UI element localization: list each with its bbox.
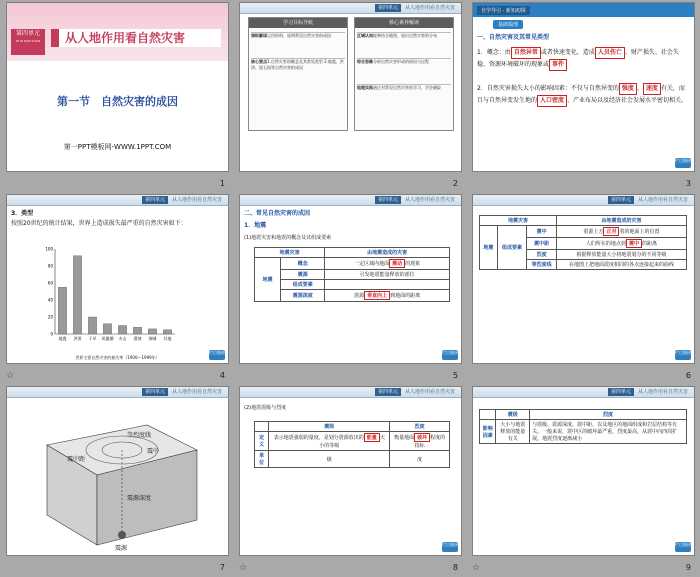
y-tick-label: 40 — [47, 297, 53, 303]
slide-header — [7, 195, 228, 206]
influence-factors-table: 震级 烈度 影响因素 大小与地震释放的能量有关 与震级、震源深度、震中距，以及地区的地面组成和岩层结构等有关。一般来说，震中区的破坏最严重，烈度最高，从震中向四周扩展，地震烈度逐渐减小 — [479, 409, 687, 444]
x-tick-label: 风暴潮 — [101, 336, 114, 341]
header-unit: 第四单元 — [142, 196, 168, 204]
magnitude-intensity-table: 震级 烈度 定义 表示地震强弱的量度，是划分震源放出的 能量 大小的等级 衡量地面 破坏 程度的指标 单位 级 度 — [254, 421, 450, 468]
unit-title: 从人地作用看自然灾害 — [51, 29, 221, 47]
chart-bar — [58, 287, 66, 334]
header-title: 从人地作用看自然灾害 — [404, 197, 455, 203]
answer-fill: 自然异常 — [511, 47, 541, 59]
chart-bars — [58, 256, 171, 334]
goal-row: 课标解读运用资料，说明常见自然灾害的成因 — [251, 32, 345, 39]
literacy-box — [354, 17, 454, 131]
slide-thumb-7[interactable] — [6, 386, 229, 556]
answer-fill: 事件 — [549, 59, 567, 71]
x-tick-label: 滑坡 — [133, 336, 142, 341]
slide-star-icon[interactable]: ☆ — [472, 563, 481, 573]
back-link-button[interactable]: 栏目链接 — [442, 350, 458, 360]
diagram-label: 等烈度线 — [127, 432, 152, 439]
slide-header — [240, 387, 461, 398]
section-title: 第一节 自然灾害的成因 — [57, 95, 178, 108]
slide-number: 8 — [452, 563, 458, 572]
paragraph-1: 1．概念：由 自然异常 或者快速变化，造成 人员伤亡 、财产损失、社会失稳、资源环境破坏的现象或 事件 — [477, 47, 690, 71]
slide-cell-4[interactable] — [0, 192, 233, 384]
x-tick-label: 洪涝 — [73, 336, 82, 341]
answer-fill: 速度 — [643, 83, 661, 95]
unit-badge-pinyin: DI SI DAN YUAN — [16, 39, 40, 43]
y-tick-label: 100 — [45, 246, 53, 252]
slide-header — [473, 387, 694, 398]
diagram-label: 震源 — [115, 545, 128, 552]
section-tag: 自学导引 · 新知初探 — [477, 6, 530, 15]
diagram-label: 震源深度 — [127, 495, 152, 502]
chart-bar — [88, 317, 96, 334]
answer-fill: 人员伤亡 — [595, 47, 625, 59]
paragraph-2: 2．自然灾害损失大小的影响因素：不仅与自然异变的 强度 、 速度 有关，而且与自然异变发生地的 人口密度 、产业布局以及经济社会发展水平密切相关。 — [477, 83, 690, 107]
slide-star-icon[interactable]: ☆ — [6, 371, 15, 381]
header-unit: 第四单元 — [375, 4, 401, 12]
chart-bar — [73, 256, 81, 334]
earthquake-elements-table: 地震灾害 由地震造成的灾害 地震 组成要素 震中 震源上方 正对 着的地面上的位置 震中距 人们所在的地点到 震中 的距离 烈度 根据释放能量大小将地震划分的不同等级 等烈度线 在地图上把地面震度相同的各点连接起来的曲线 — [479, 215, 687, 270]
header-unit: 第四单元 — [142, 388, 168, 396]
chart-bar — [118, 326, 126, 335]
subheading: 1．地震 — [244, 222, 267, 229]
header-title: 从人地作用看自然灾害 — [404, 5, 455, 11]
chart-bar — [103, 324, 111, 334]
back-link-button[interactable]: 栏目链接 — [675, 350, 691, 360]
slide-cell-3[interactable] — [466, 0, 699, 192]
header-title: 从人地作用看自然灾害 — [171, 389, 222, 395]
literacy-head: 核心素养解读 — [355, 18, 453, 28]
heading: 一、自然灾害及其常见类型 — [477, 34, 550, 41]
slide-star-icon[interactable]: ☆ — [239, 563, 248, 573]
earthquake-concept-table: 地震灾害 由地震造成的灾害 地震 概念 一定区域内地面 震动 的现象 震源 引发地震能量释放的部位 组成要素 震源深度 震源 垂直向上 到地面的距离 — [254, 247, 450, 302]
x-tick-label: 干旱 — [88, 336, 97, 341]
back-link-button[interactable]: 栏目链接 — [209, 350, 225, 360]
diagram-label: 震中距 — [67, 456, 86, 463]
y-tick-label: 80 — [47, 263, 53, 269]
chart-axis-line — [55, 249, 175, 334]
slide-number: 9 — [685, 563, 691, 572]
unit-badge — [11, 29, 45, 55]
question: (2)地震震级与烈度 — [244, 405, 287, 411]
slide-cell-6[interactable] — [466, 192, 699, 384]
slide-cell-9[interactable] — [466, 384, 699, 576]
header-unit: 第四单元 — [375, 388, 401, 396]
slide-number: 4 — [219, 371, 225, 380]
slide-cell-1[interactable] — [0, 0, 233, 192]
chart-bar — [148, 329, 156, 334]
learning-goals-head: 学习目标导航 — [249, 18, 347, 28]
template-footer: 第一PPT模板网-WWW.1PPT.COM — [63, 143, 172, 151]
goal-row: 核心要点1.自然灾害的概念及其常见类型 2.地震、洪涝、泥石流等自然灾害的成因 — [251, 59, 344, 70]
question: (1)地震灾害和地震的概念及其组成要素 — [244, 235, 332, 241]
x-tick-label: 海啸 — [148, 336, 157, 341]
slide-cell-5[interactable] — [233, 192, 466, 384]
slide-thumb-1[interactable] — [6, 2, 229, 172]
slide-thumb-6[interactable] — [472, 194, 695, 364]
literacy-row: 区域认知能够结合地图，说出自然灾害的分布 — [357, 32, 451, 39]
slide-cell-7[interactable] — [0, 384, 233, 576]
slide-thumb-2[interactable] — [239, 2, 462, 172]
loss-bar-chart — [35, 239, 185, 349]
slide-header — [473, 195, 694, 206]
x-tick-label: 地震 — [58, 336, 67, 341]
slide-header — [240, 195, 461, 206]
y-tick-label: 20 — [47, 314, 53, 320]
header-title: 从人地作用看自然灾害 — [171, 197, 222, 203]
chart-bar — [133, 327, 141, 334]
literacy-row: 地理实践通过对常见自然灾害的学习，学会避险 — [357, 84, 451, 91]
slide-number: 6 — [685, 371, 691, 380]
slide-header — [7, 387, 228, 398]
section-bar — [473, 3, 694, 17]
focus-point — [118, 531, 126, 539]
slide-thumb-3[interactable] — [472, 2, 695, 172]
header-title: 从人地作用看自然灾害 — [637, 197, 688, 203]
slide-cell-2[interactable] — [233, 0, 466, 192]
chart-caption: 世界主要自然灾害的损失率（1900—1999年） — [75, 355, 160, 360]
slide-number: 5 — [452, 371, 458, 380]
y-tick-label: 60 — [47, 280, 53, 286]
earthquake-diagram — [27, 405, 207, 555]
chart-bar — [163, 330, 171, 334]
answer-fill: 人口密度 — [537, 95, 567, 107]
header-unit: 第四单元 — [608, 196, 634, 204]
paragraph: 按照20世纪的统计结果，世界上造成损失最严重的自然灾害如下： — [11, 220, 187, 227]
slide-number: 7 — [219, 563, 225, 572]
back-link-button[interactable]: 栏目链接 — [675, 542, 691, 552]
back-link-button[interactable]: 栏目链接 — [675, 158, 691, 168]
slide-number: 2 — [452, 179, 458, 188]
header-unit: 第四单元 — [608, 388, 634, 396]
heading: 二、常见自然灾害的成因 — [244, 210, 311, 217]
slide-thumb-9[interactable] — [472, 386, 695, 556]
header-unit: 第四单元 — [375, 196, 401, 204]
heading: 3．类型 — [11, 210, 34, 217]
basic-chip: 基础梳理 — [493, 20, 523, 29]
x-tick-label: 其他 — [163, 336, 172, 341]
slide-cell-8[interactable] — [233, 384, 466, 576]
slide-thumb-4[interactable] — [6, 194, 229, 364]
back-link-button[interactable]: 栏目链接 — [442, 542, 458, 552]
unit-badge-text: 第四单元 — [15, 30, 40, 37]
literacy-row: 综合思维分析自然灾害形成的原因与过程 — [357, 58, 451, 65]
header-title: 从人地作用看自然灾害 — [637, 389, 688, 395]
header-title: 从人地作用看自然灾害 — [404, 389, 455, 395]
y-tick-label: 0 — [50, 331, 53, 337]
answer-fill: 强度 — [619, 83, 637, 95]
chart-labels — [59, 335, 172, 341]
slide-number: 1 — [219, 179, 225, 188]
learning-goals-box — [248, 17, 348, 131]
slide-header — [240, 3, 461, 14]
diagram-label: 震中 — [147, 448, 160, 455]
x-tick-label: 火山 — [118, 336, 127, 341]
slide-thumb-5[interactable] — [239, 194, 462, 364]
slide-thumb-8[interactable] — [239, 386, 462, 556]
slide-number: 3 — [685, 179, 691, 188]
